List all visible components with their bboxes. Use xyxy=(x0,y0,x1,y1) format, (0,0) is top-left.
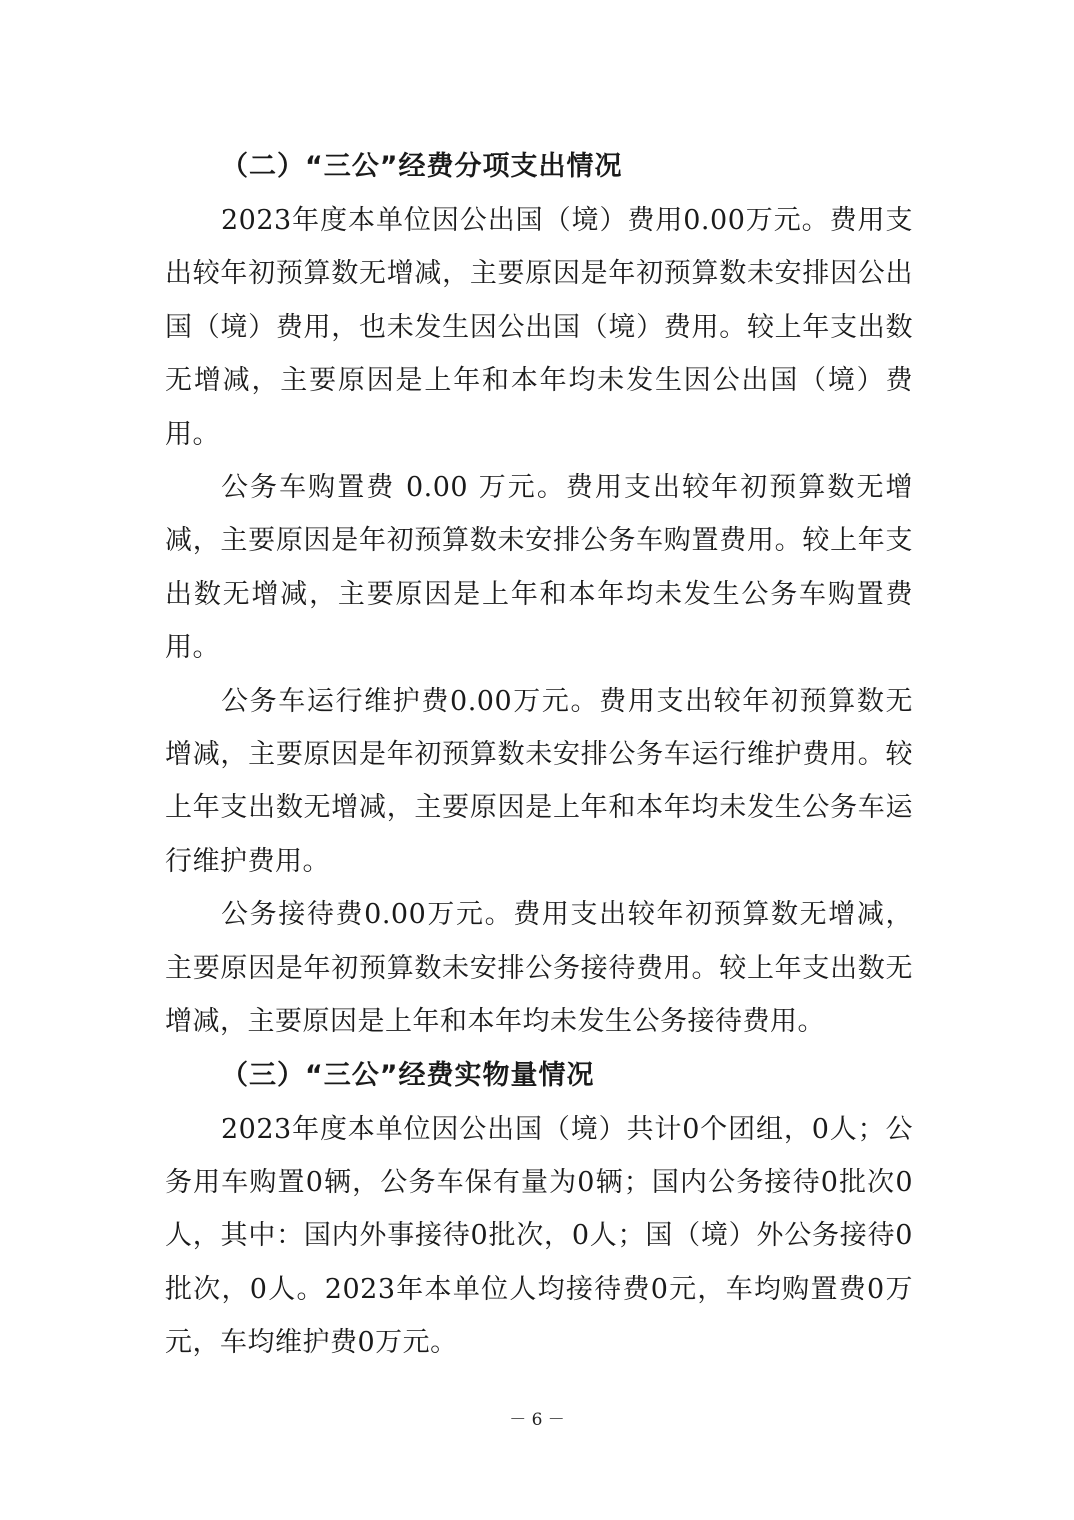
paragraph-physical-quantity: 2023年度本单位因公出国（境）共计0个团组，0人；公务用车购置0辆，公务车保有量为0辆；国内公务接待0批次0人，其中：国内外事接待0批次，0人；国（境）外公务接待0批次，0人。2023年本单位人均接待费0元，车均购置费0万元，车均维护费0万元。 xyxy=(165,1113,913,1359)
paragraph-overseas-travel: 2023年度本单位因公出国（境）费用0.00万元。费用支出较年初预算数无增减，主要原因是年初预算数未安排因公出国（境）费用，也未发生因公出国（境）费用。较上年支出数无增减，主要原因是上年和本年均未发生因公出国（境）费用。 xyxy=(165,205,913,450)
section-heading-expense-breakdown: （二）“三公”经费分项支出情况 xyxy=(221,151,623,182)
paragraph-vehicle-purchase: 公务车购置费 0.00 万元。费用支出较年初预算数无增减，主要原因是年初预算数未安排公务车购置费用。较上年支出数无增减，主要原因是上年和本年均未发生公务车购置费用。 xyxy=(165,472,913,664)
section-heading-physical-quantity: （三）“三公”经费实物量情况 xyxy=(221,1059,595,1091)
document-body xyxy=(165,140,913,1370)
page-number: － 6 － xyxy=(509,1410,565,1430)
paragraph-vehicle-maintenance: 公务车运行维护费0.00万元。费用支出较年初预算数无增减，主要原因是年初预算数未安排公务车运行维护费用。较上年支出数无增减，主要原因是上年和本年均未发生公务车运行维护费用。 xyxy=(165,685,913,877)
paragraph-reception: 公务接待费0.00万元。费用支出较年初预算数无增减，主要原因是年初预算数未安排公务接待费用。较上年支出数无增减，主要原因是上年和本年均未发生公务接待费用。 xyxy=(165,899,913,1038)
